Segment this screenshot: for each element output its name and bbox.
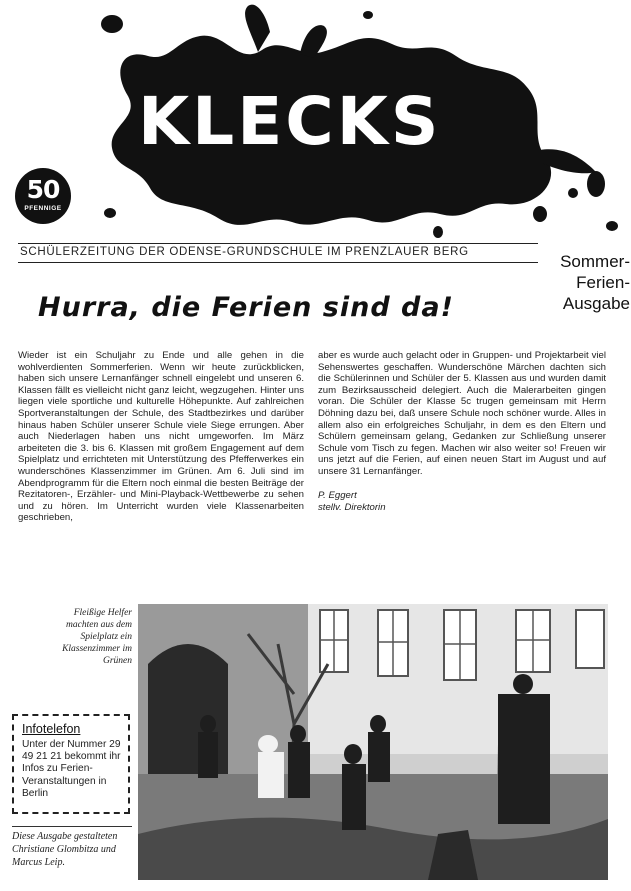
info-phone-text: Unter der Nummer 29 49 21 21 bekommt ihr Infos zu Ferien-Veranstaltungen in Berlin bbox=[22, 739, 121, 799]
signature-role: stellv. Direktorin bbox=[318, 501, 386, 513]
schoolyard-photo bbox=[138, 604, 608, 880]
schoolyard-photo-illustration bbox=[138, 604, 608, 880]
article-column-left bbox=[18, 350, 304, 524]
edition-line: Ausgabe bbox=[562, 294, 630, 313]
article-column-right bbox=[318, 350, 606, 514]
article-signature bbox=[318, 490, 606, 514]
price-badge bbox=[15, 168, 71, 224]
issue-credits: Diese Ausgabe gestalteten Christiane Glombitza und Marcus Leip. bbox=[12, 831, 118, 868]
subtitle-rule-top bbox=[18, 243, 538, 244]
article-text-right: aber es wurde auch gelacht oder in Gruppen- und Projektarbeit viel Sehenswertes geschaffen. Wunderschöne Märchen dachten sich die Schülerinnen und Schüler der 5. Klassen aus und wurden damit zum Bezirksausscheid delegiert. Auch die Malerarbeiten gingen voran. Die Schüler der Klasse 5c trugen gemeinsam mit Herrn Döhning dazu bei, daß unsere Schule noch schöner wurde. Alles in allem also ein erfolgreiches Schuljahr, in dem es den Eltern und Schülern gemeinsam gelang, Gedanken zur Schließung unserer Schule vom Tisch zu fegen. Machen wir also weiter so! Freuen wir uns jetzt auf die Ferien, auf einen neuen Start im August und auf unsere 31 Lernanfänger. bbox=[318, 350, 606, 477]
subtitle-rule-bottom bbox=[18, 262, 538, 263]
signature-name: P. Eggert bbox=[318, 489, 357, 501]
edition-label bbox=[534, 251, 630, 314]
article-text-left: Wieder ist ein Schuljahr zu Ende und alle gehen in die wohlverdienten Sommerferien. Wenn wir heute zurückblicken, haben sich unsere Lernanfänger schnell eingelebt und unseren 6. Klassen fällt es vielleicht nicht ganz leicht, wegzugehen. Hinter uns liegen viele sportliche und kulturelle Höhepunkte. Auf zahlreichen Sportveranstaltungen der Schule, des Stadtbezirkes und darüber hinaus haben Schüler unserer Schule viele Siege errungen. Aber auch Niederlagen haben uns nicht umgeworfen. Im März arbeiteten die 3. bis 6. Klassen mit großem Engagement auf dem Spielplatz und errichteten mit Unterstützung des Pfefferwerkes ein wunderschönes Klassenzimmer im Grünen. Am 6. Juli sind im Abendprogramm für die Eltern noch einmal die besten Beiträge der Rezitatoren-, Erzähler- und Mini-Playback-Wettbewerbe zu sehen und zu hören. Im Unterricht wurden viele Klassenarbeiten geschrieben, bbox=[18, 350, 304, 524]
photo-caption: Fleißige Helfer machten aus dem Spielplatz ein Klassenzimmer im Grünen bbox=[62, 608, 132, 666]
info-phone-box bbox=[12, 714, 130, 814]
article-headline: Hurra, die Ferien sind da! bbox=[38, 292, 454, 323]
price-value: 50 bbox=[26, 175, 60, 204]
info-phone-title: Infotelefon bbox=[22, 722, 81, 736]
credits-rule bbox=[12, 826, 132, 827]
edition-line: Ferien- bbox=[576, 273, 630, 292]
masthead-subtitle: SCHÜLERZEITUNG DER ODENSE-GRUNDSCHULE IM PRENZLAUER BERG bbox=[20, 246, 469, 258]
price-unit: PFENNIGE bbox=[24, 205, 62, 212]
masthead-title: KLECKS bbox=[138, 83, 442, 160]
edition-line: Sommer- bbox=[560, 252, 630, 271]
